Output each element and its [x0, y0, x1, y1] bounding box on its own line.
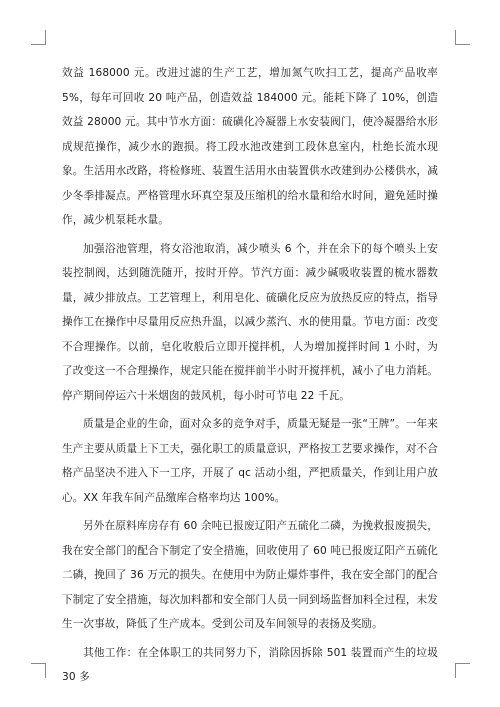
paragraph-safety-materials: 另外在原料库房存有 60 余吨已报废辽阳产五硫化二磷，为挽救报废损失，我在安全部门的配合下制定了安全措施，回收使用了 60 吨已报废辽阳产五硫化二磷，挽回了 36 万元的损失。在使用中为防止爆炸事件，我在安全部门的配合下制定了安全措施，每次加料都和安全部门人员一同到场监督加料全过程，未发生一次事故，降低了生产成本。受到公司及车间领导的表扬及奖励。: [62, 520, 438, 630]
paragraph-quality: 质量是企业的生命，面对众多的竞争对手，质量无疑是一张“王牌”。一年来生产主要从质量上下工夫，强化职工的质量意识，严格按工艺要求操作，对不合格产品坚决不进入下一工序，开展了 qc 活动小组，严把质量关，作到让用户放心。XX 年我车间产品缴库合格率均达 100%。: [62, 418, 438, 504]
paragraph-bath-steam-power: 加强浴池管理，将女浴池取消，减少喷头 6 个，并在余下的每个喷头上安装控制阀，达到随洗随开，按时开停。节汽方面：减少碱吸收装置的梳水器数量，减少排放点。工艺管理上，利用皂化、硫磺化反应为放热反应的特点，指导操作工在操作中尽量用反应热升温，以减少蒸汽、水的使用量。节电方面：改变不合理操作。以前，皂化收般后立即开搅拌机，人为增加搅拌时间 1 小时，为了改变这一不合理操作，规定只能在搅拌前半小时开搅拌机，减小了电力消耗。停产期间停运六十米烟囱的鼓风机，每小时可节电 22 千瓦。: [62, 242, 438, 402]
crop-mark-bottom-left: [31, 663, 46, 678]
paragraph-other-work: 其他工作：在全体职工的共同努力下，消除因拆除 501 装置而产生的垃圾 30 多: [62, 646, 438, 683]
document-body: [62, 61, 438, 694]
paragraph-savings-water: 效益 168000 元。改进过滤的生产工艺，增加氮气吹扫工艺，提高产品收率 5%，每年可回收 20 吨产品，创造效益 184000 元。能耗下降了 10%，创造效益 28000 元。其中节水方面：硫磺化冷凝器上水安装阀门，使冷凝器给水形成规范操作，减少水的跑损。将工段水池改建到工段休息室内，杜绝长流水现象。生活用水改路，将检修班、装置生活用水由装置供水改建到办公楼供水，减少冬季排凝点。严格管理水环真空泵及压缩机的给水量和给水时间，避免延时操作，减少机泵耗水量。: [62, 67, 438, 226]
crop-mark-top-right: [455, 30, 470, 45]
crop-mark-bottom-right: [455, 663, 470, 678]
crop-mark-top-left: [31, 30, 46, 45]
